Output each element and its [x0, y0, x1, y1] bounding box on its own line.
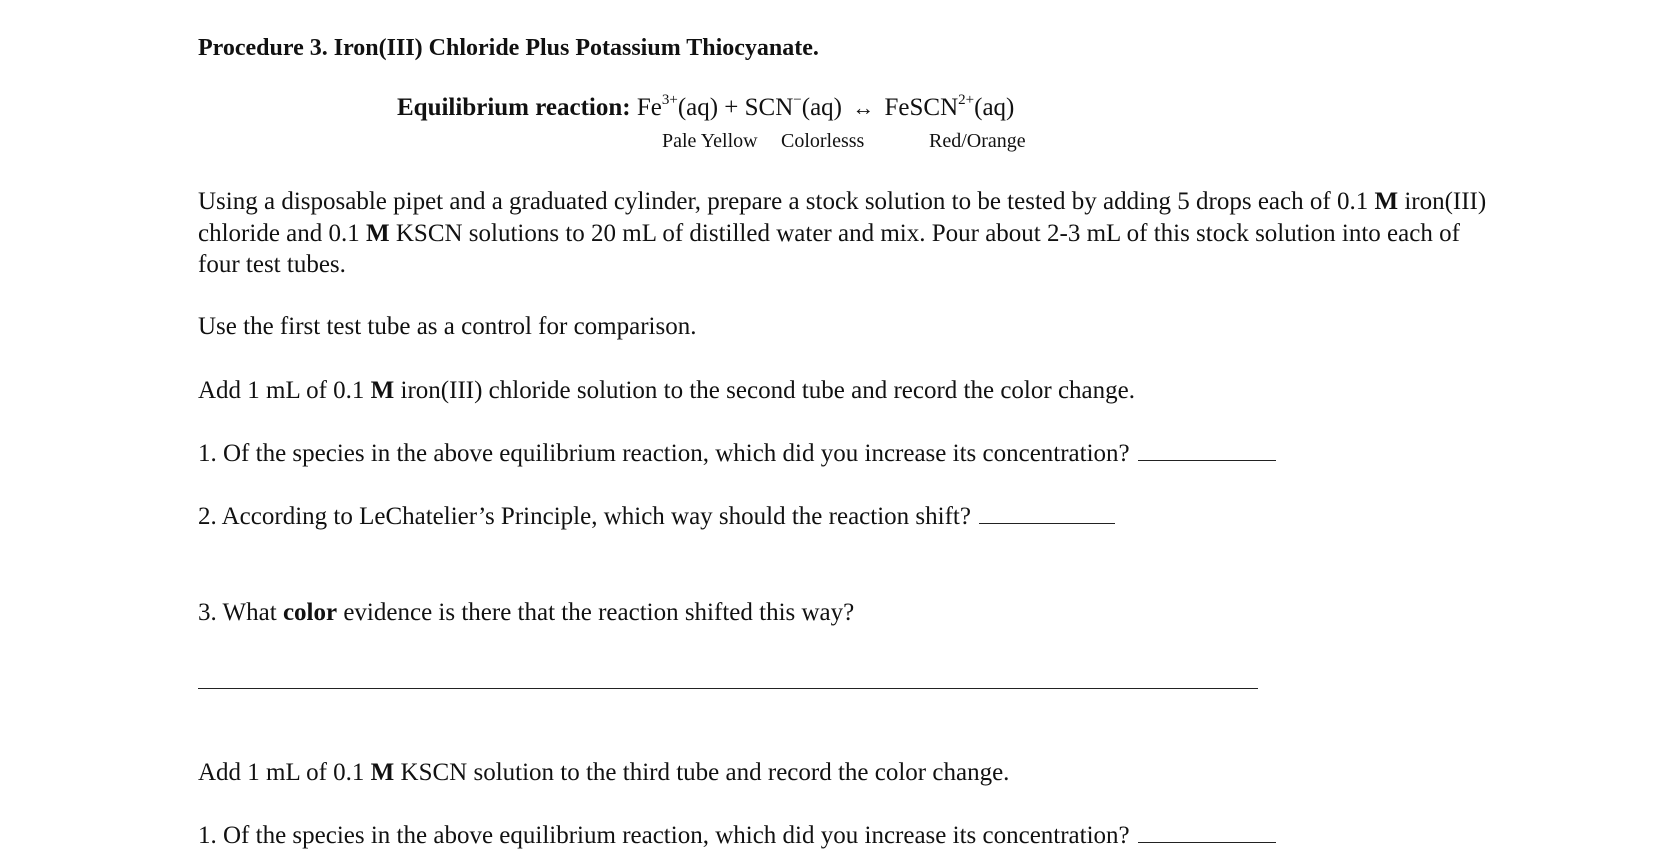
scn-charge: − — [793, 92, 802, 108]
fe-color-label: Pale Yellow — [662, 130, 758, 152]
question-1-answer-blank[interactable] — [1138, 438, 1276, 461]
question-4 — [198, 820, 1276, 852]
question-4-answer-blank[interactable] — [1138, 820, 1276, 843]
question-3: 3. What color evidence is there that the reaction shifted this way? — [198, 599, 855, 626]
question-1 — [198, 438, 1276, 470]
product-ion: FeSCN — [884, 94, 959, 121]
tube3-instruction: Add 1 mL of 0.1 M KSCN solution to the third tube and record the color change. — [198, 759, 1010, 786]
product-charge: 2+ — [958, 92, 975, 108]
equilibrium-equation — [397, 94, 1014, 122]
scn-color-label: Colorlesss — [781, 130, 865, 152]
question-2-answer-blank[interactable] — [979, 501, 1115, 524]
question-2-text: 2. According to LeChatelier’s Principle, which way should the reaction shift? — [198, 503, 971, 530]
control-instruction: Use the first test tube as a control for comparison. — [198, 313, 697, 340]
fe-charge: 3+ — [661, 92, 678, 108]
question-4-text: 1. Of the species in the above equilibrium reaction, which did you increase its concentration? — [198, 822, 1130, 849]
equation-label: Equilibrium reaction: — [397, 94, 631, 121]
product-color-label: Red/Orange — [929, 130, 1026, 152]
fe-state: (aq) + SCN — [677, 94, 794, 121]
question-3-answer-line[interactable] — [198, 688, 1258, 689]
tube2-instruction: Add 1 mL of 0.1 M iron(III) chloride solution to the second tube and record the color change. — [198, 377, 1135, 404]
product-state: (aq) — [974, 94, 1015, 121]
equilibrium-arrow-icon: ↔ — [852, 95, 875, 120]
fe-ion: Fe — [636, 94, 662, 121]
question-2 — [198, 501, 1115, 533]
intro-paragraph: Using a disposable pipet and a graduated cylinder, prepare a stock solution to be tested by adding 5 drops each of 0.1 M iron(III) chloride and 0.1 M KSCN solutions to 20 mL of distilled water and mix. Pour about 2-3 mL of this stock solution into each of four test tubes. — [198, 188, 1487, 278]
scn-state: (aq) — [801, 94, 843, 121]
procedure-title: Procedure 3. Iron(III) Chloride Plus Potassium Thiocyanate. — [198, 35, 819, 61]
question-1-text: 1. Of the species in the above equilibrium reaction, which did you increase its concentration? — [198, 440, 1130, 467]
